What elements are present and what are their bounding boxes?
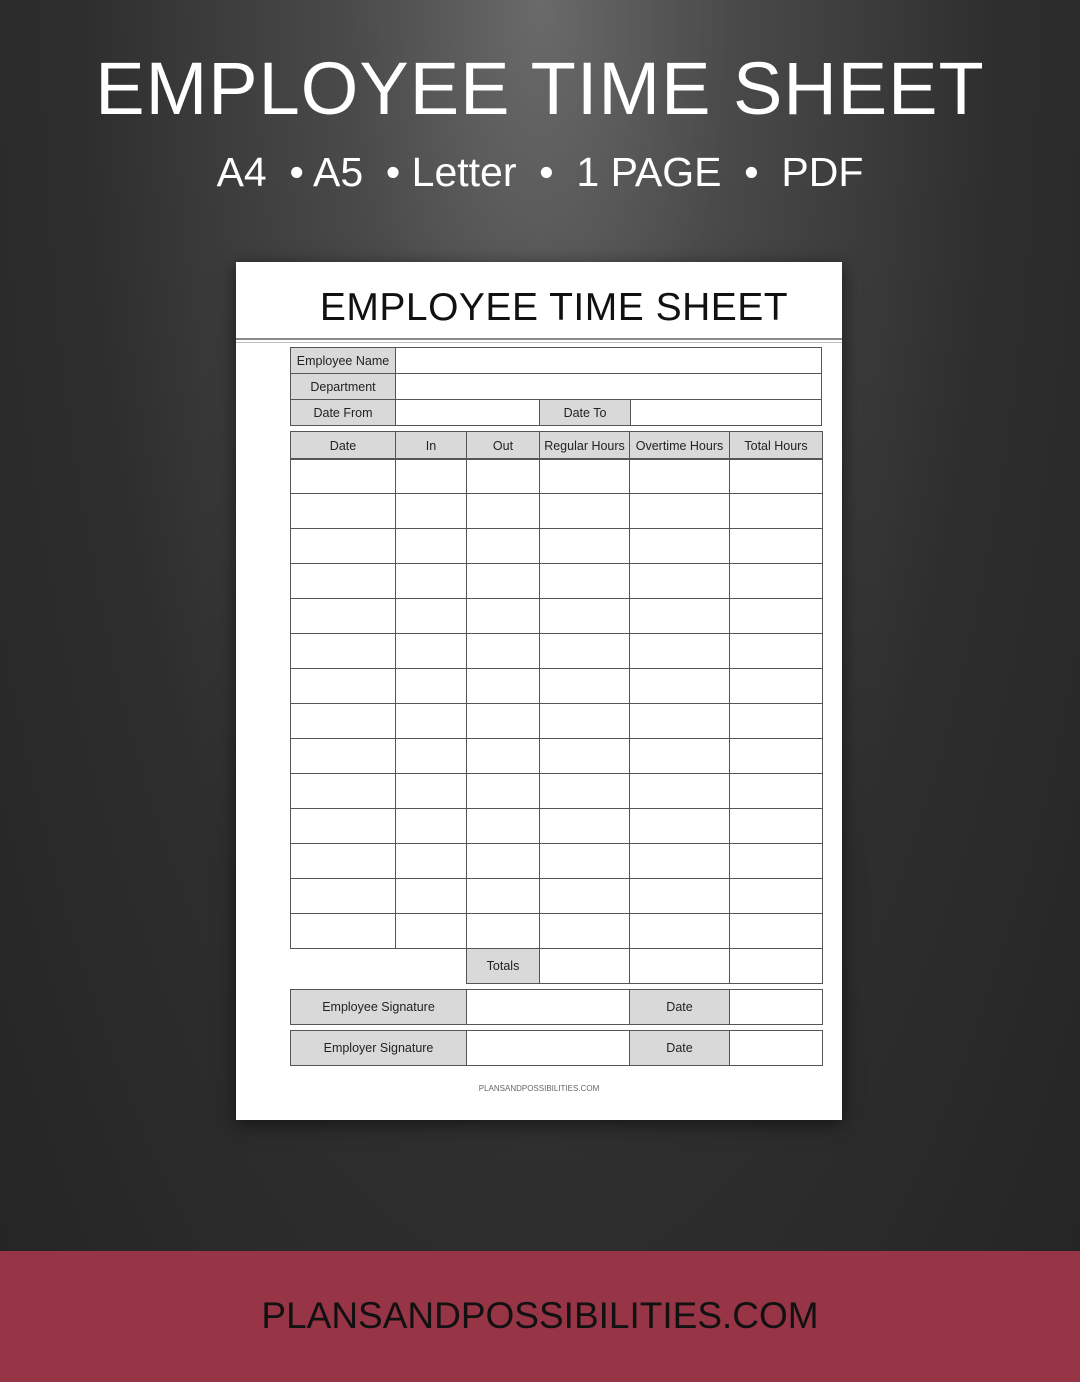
employee-signature-label: Employee Signature bbox=[290, 989, 467, 1025]
table-cell-date bbox=[290, 843, 396, 879]
table-cell-in bbox=[395, 843, 467, 879]
employee-signature-date-field bbox=[729, 989, 823, 1025]
table-cell-out bbox=[466, 878, 540, 914]
table-cell-total-hours bbox=[729, 878, 823, 914]
table-cell-out bbox=[466, 598, 540, 634]
table-cell-overtime-hours bbox=[629, 773, 730, 809]
table-cell-date bbox=[290, 668, 396, 704]
table-cell-date bbox=[290, 598, 396, 634]
table-cell-in bbox=[395, 458, 467, 494]
table-cell-out bbox=[466, 773, 540, 809]
table-cell-total-hours bbox=[729, 773, 823, 809]
table-cell-in bbox=[395, 738, 467, 774]
sheet-title: EMPLOYEE TIME SHEET bbox=[319, 286, 789, 329]
table-cell-overtime-hours bbox=[629, 668, 730, 704]
employer-signature-date-field bbox=[729, 1030, 823, 1066]
table-cell-overtime-hours bbox=[629, 878, 730, 914]
date-from-label: Date From bbox=[290, 399, 396, 426]
table-cell-overtime-hours bbox=[629, 633, 730, 669]
table-cell-in bbox=[395, 773, 467, 809]
totals-cell-total-hours bbox=[729, 948, 823, 984]
table-cell-total-hours bbox=[729, 808, 823, 844]
title-divider-thin bbox=[236, 342, 842, 343]
table-cell-out bbox=[466, 633, 540, 669]
table-cell-in bbox=[395, 633, 467, 669]
totals-label: Totals bbox=[466, 948, 540, 984]
table-cell-overtime-hours bbox=[629, 493, 730, 529]
employee-name-label: Employee Name bbox=[290, 347, 396, 374]
table-cell-in bbox=[395, 563, 467, 599]
totals-cell-regular-hours bbox=[539, 948, 630, 984]
time-sheet-preview bbox=[236, 262, 842, 1120]
table-cell-date bbox=[290, 493, 396, 529]
brand-banner bbox=[0, 1251, 1080, 1382]
table-cell-out bbox=[466, 913, 540, 949]
employer-signature-field bbox=[466, 1030, 630, 1066]
table-cell-date bbox=[290, 808, 396, 844]
table-cell-regular-hours bbox=[539, 703, 630, 739]
employer-signature-label: Employer Signature bbox=[290, 1030, 467, 1066]
table-cell-date bbox=[290, 913, 396, 949]
table-cell-regular-hours bbox=[539, 773, 630, 809]
table-cell-regular-hours bbox=[539, 598, 630, 634]
table-cell-regular-hours bbox=[539, 528, 630, 564]
table-cell-total-hours bbox=[729, 738, 823, 774]
table-cell-regular-hours bbox=[539, 808, 630, 844]
table-cell-total-hours bbox=[729, 703, 823, 739]
table-cell-regular-hours bbox=[539, 633, 630, 669]
table-cell-date bbox=[290, 528, 396, 564]
date-to-label: Date To bbox=[539, 399, 631, 426]
table-cell-out bbox=[466, 668, 540, 704]
table-cell-date bbox=[290, 458, 396, 494]
table-cell-overtime-hours bbox=[629, 703, 730, 739]
table-cell-regular-hours bbox=[539, 878, 630, 914]
table-cell-date bbox=[290, 563, 396, 599]
table-cell-regular-hours bbox=[539, 843, 630, 879]
table-cell-out bbox=[466, 458, 540, 494]
table-cell-date bbox=[290, 703, 396, 739]
format-subtitle: A4 • A5 • Letter • 1 PAGE • PDF bbox=[216, 149, 864, 195]
department-field bbox=[395, 373, 822, 400]
column-header-overtime-hours: Overtime Hours bbox=[629, 431, 730, 460]
table-cell-total-hours bbox=[729, 668, 823, 704]
table-cell-total-hours bbox=[729, 633, 823, 669]
table-cell-in bbox=[395, 878, 467, 914]
column-header-in: In bbox=[395, 431, 467, 460]
column-header-total-hours: Total Hours bbox=[729, 431, 823, 460]
table-cell-total-hours bbox=[729, 563, 823, 599]
table-cell-in bbox=[395, 913, 467, 949]
employer-signature-date-label: Date bbox=[629, 1030, 730, 1066]
table-cell-date bbox=[290, 773, 396, 809]
table-cell-regular-hours bbox=[539, 738, 630, 774]
table-cell-total-hours bbox=[729, 913, 823, 949]
employee-signature-field bbox=[466, 989, 630, 1025]
table-cell-regular-hours bbox=[539, 668, 630, 704]
table-cell-regular-hours bbox=[539, 913, 630, 949]
table-cell-in bbox=[395, 703, 467, 739]
table-cell-total-hours bbox=[729, 598, 823, 634]
table-cell-date bbox=[290, 738, 396, 774]
table-cell-in bbox=[395, 598, 467, 634]
column-header-date: Date bbox=[290, 431, 396, 460]
listing-title: EMPLOYEE TIME SHEET bbox=[95, 47, 985, 130]
employee-signature-date-label: Date bbox=[629, 989, 730, 1025]
table-cell-in bbox=[395, 528, 467, 564]
table-cell-out bbox=[466, 493, 540, 529]
table-cell-overtime-hours bbox=[629, 913, 730, 949]
table-cell-regular-hours bbox=[539, 493, 630, 529]
employee-name-field bbox=[395, 347, 822, 374]
column-header-regular-hours: Regular Hours bbox=[539, 431, 630, 460]
table-cell-total-hours bbox=[729, 458, 823, 494]
table-cell-overtime-hours bbox=[629, 563, 730, 599]
table-cell-overtime-hours bbox=[629, 458, 730, 494]
table-cell-regular-hours bbox=[539, 563, 630, 599]
table-cell-out bbox=[466, 843, 540, 879]
table-cell-overtime-hours bbox=[629, 528, 730, 564]
table-cell-date bbox=[290, 878, 396, 914]
table-cell-total-hours bbox=[729, 843, 823, 879]
column-header-out: Out bbox=[466, 431, 540, 460]
table-cell-out bbox=[466, 738, 540, 774]
department-label: Department bbox=[290, 373, 396, 400]
table-cell-overtime-hours bbox=[629, 808, 730, 844]
table-cell-out bbox=[466, 703, 540, 739]
totals-cell-overtime-hours bbox=[629, 948, 730, 984]
table-cell-in bbox=[395, 668, 467, 704]
table-cell-overtime-hours bbox=[629, 738, 730, 774]
table-cell-total-hours bbox=[729, 528, 823, 564]
banner-website: PLANSANDPOSSIBILITIES.COM bbox=[261, 1295, 819, 1336]
table-cell-out bbox=[466, 563, 540, 599]
table-cell-total-hours bbox=[729, 493, 823, 529]
table-cell-out bbox=[466, 528, 540, 564]
date-to-field bbox=[630, 399, 822, 426]
date-from-field bbox=[395, 399, 540, 426]
table-cell-out bbox=[466, 808, 540, 844]
table-cell-overtime-hours bbox=[629, 843, 730, 879]
table-cell-regular-hours bbox=[539, 458, 630, 494]
sheet-footer-url: PLANSANDPOSSIBILITIES.COM bbox=[478, 1084, 600, 1093]
table-cell-in bbox=[395, 808, 467, 844]
table-cell-date bbox=[290, 633, 396, 669]
title-divider bbox=[236, 338, 842, 340]
table-cell-overtime-hours bbox=[629, 598, 730, 634]
table-cell-in bbox=[395, 493, 467, 529]
